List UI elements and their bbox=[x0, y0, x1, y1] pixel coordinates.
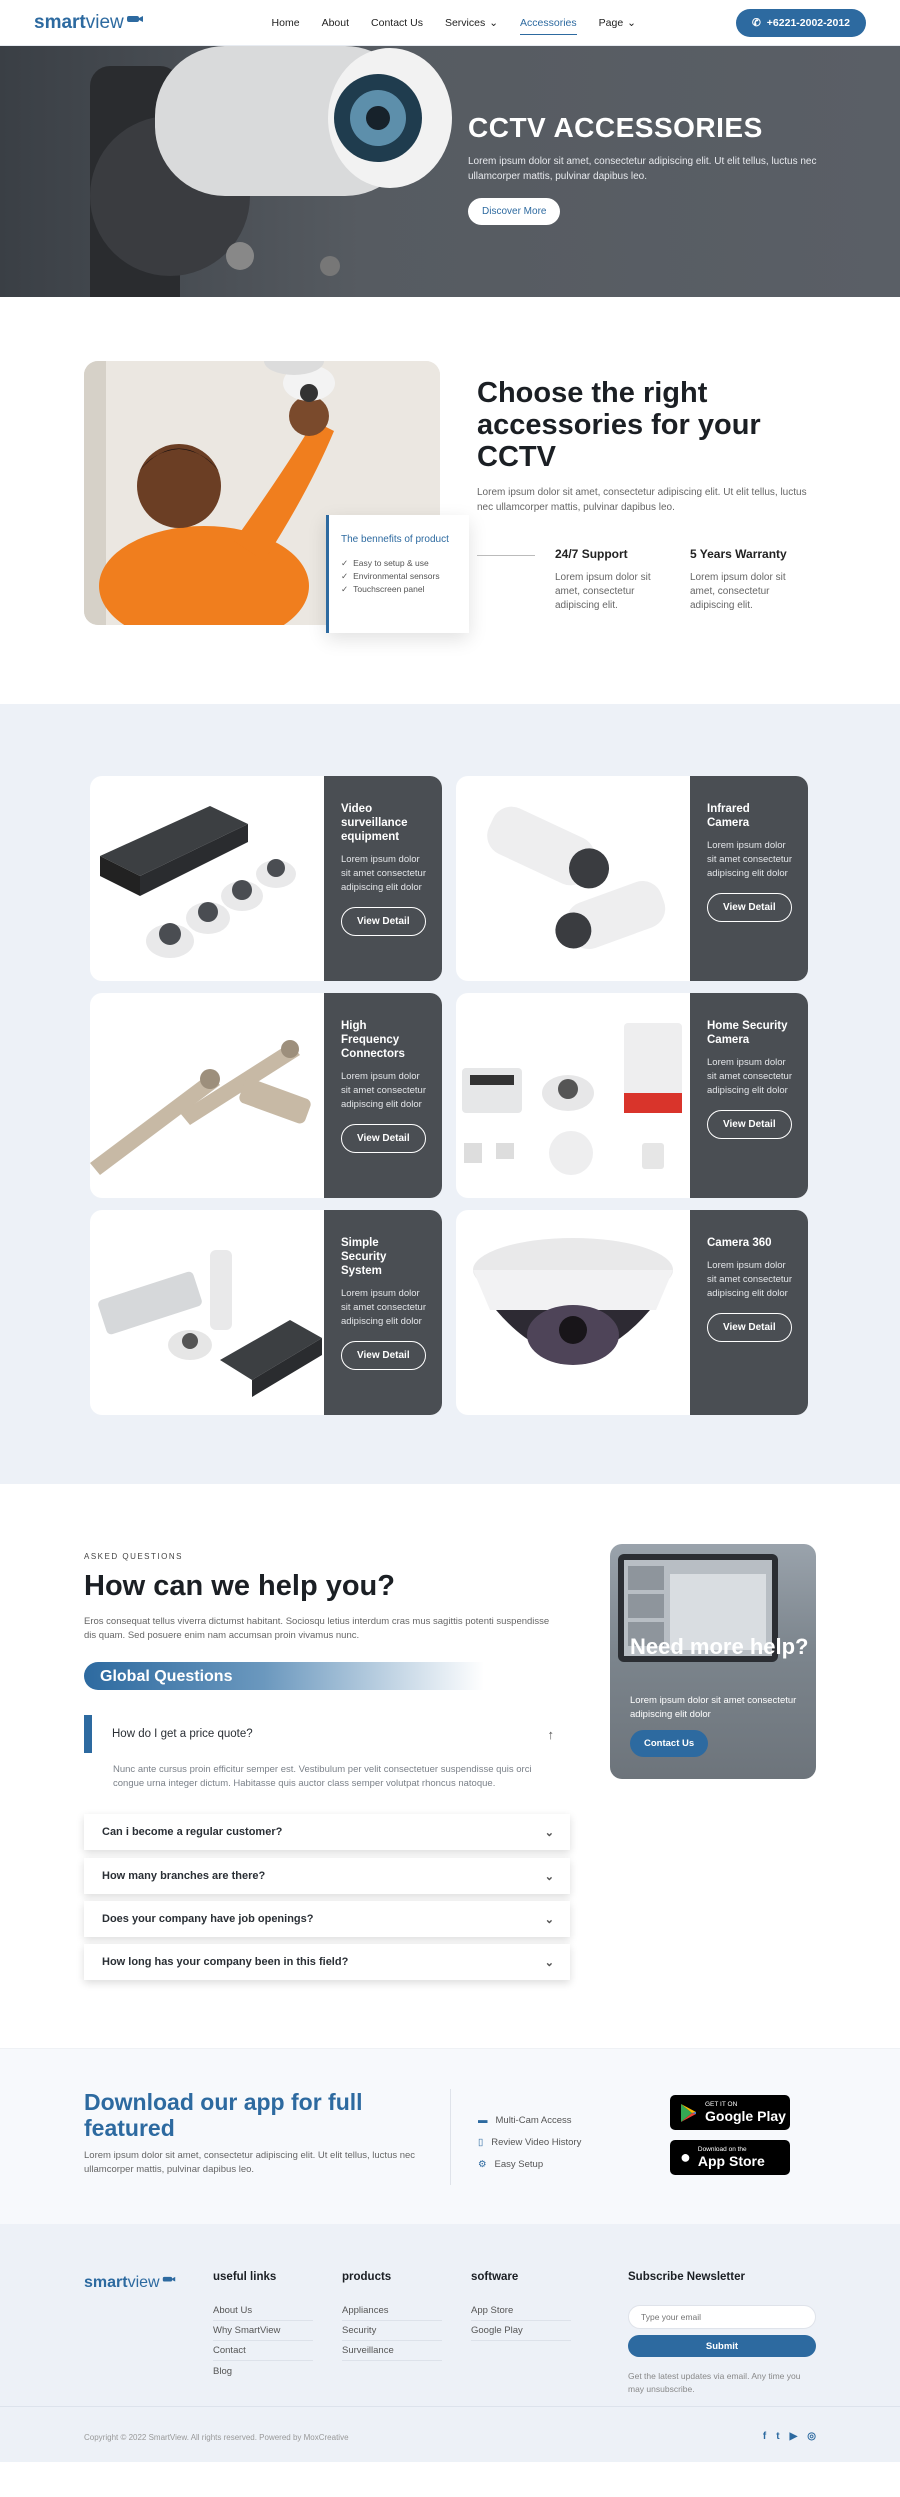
phone-button[interactable] bbox=[736, 9, 866, 37]
benefit-label: Environmental sensors bbox=[353, 571, 440, 581]
infrared-camera-image bbox=[456, 776, 690, 981]
help-card bbox=[610, 1544, 816, 1779]
product-info bbox=[324, 993, 442, 1198]
product-info bbox=[690, 1210, 808, 1415]
app-store-small: Download on the bbox=[697, 2146, 747, 2153]
copyright-text: Copyright © 2022 SmartView. All rights reserved. Powered by MoxCreative bbox=[84, 2433, 349, 2442]
home-security-kit-image bbox=[456, 993, 690, 1198]
help-title: Need more help? bbox=[630, 1634, 809, 1659]
google-play-icon bbox=[680, 2103, 698, 2123]
apple-icon: ● bbox=[680, 2147, 691, 2167]
faq-answer: Nunc ante cursus proin efficitur semper est. Vestibulum per velit consectetuer suspendisse quis orci congue urna integer dictum. Habitasse quis auctor class semper volutpat rhoncus natoque. bbox=[113, 1764, 532, 1789]
newsletter-title: Subscribe Newsletter bbox=[628, 2271, 745, 2283]
nav-page[interactable] bbox=[599, 17, 636, 29]
logo-text-a: smart bbox=[34, 11, 86, 33]
view-detail-button[interactable]: View Detail bbox=[707, 893, 792, 922]
help-text: Lorem ipsum dolor sit amet consectetur adipiscing elit dolor bbox=[630, 1695, 797, 1720]
camera-icon: ▬ bbox=[478, 2114, 488, 2126]
nav-about[interactable]: About bbox=[321, 16, 350, 29]
divider-line bbox=[450, 2089, 451, 2185]
chevron-down-icon: ⌄ bbox=[544, 1956, 554, 1969]
view-detail-button[interactable]: View Detail bbox=[341, 1124, 426, 1153]
footer-link[interactable]: Surveillance bbox=[342, 2341, 442, 2361]
footer-link[interactable]: Appliances bbox=[342, 2301, 442, 2321]
phone-number: +6221-2002-2012 bbox=[766, 16, 850, 29]
product-text: Lorem ipsum dolor sit amet consectetur adipiscing elit dolor bbox=[707, 840, 793, 879]
product-text: Lorem ipsum dolor sit amet consectetur adipiscing elit dolor bbox=[707, 1260, 793, 1299]
footer-logo[interactable] bbox=[84, 2274, 176, 2292]
footer-link[interactable]: Blog bbox=[213, 2365, 233, 2377]
footer-link[interactable]: Contact bbox=[213, 2341, 313, 2361]
product-image bbox=[90, 993, 324, 1198]
product-title: Camera 360 bbox=[707, 1237, 772, 1249]
faq-item[interactable] bbox=[84, 1901, 570, 1937]
product-card-connectors bbox=[90, 993, 442, 1198]
product-title: Video surveillance equipment bbox=[341, 803, 408, 843]
faq-item-open bbox=[84, 1715, 570, 1791]
check-icon: ✓ bbox=[341, 571, 349, 581]
faq-item[interactable] bbox=[84, 1944, 570, 1980]
contact-us-button[interactable]: Contact Us bbox=[630, 1730, 708, 1757]
benefits-title: The bennefits of product bbox=[341, 534, 449, 545]
footer-col-title: software bbox=[471, 2271, 519, 2283]
discover-more-button[interactable]: Discover More bbox=[468, 198, 560, 225]
app-feature-label: Multi-Cam Access bbox=[495, 2114, 572, 2126]
feature-text: Lorem ipsum dolor sit amet, consectetur adipiscing elit. bbox=[555, 572, 651, 611]
product-card-camera-360 bbox=[456, 1210, 808, 1415]
faq-kicker: ASKED QUESTIONS bbox=[84, 1552, 183, 1561]
nav-page-label: Page bbox=[598, 16, 624, 29]
newsletter-note: Get the latest updates via email. Any time you may unsubscribe. bbox=[628, 2371, 801, 2394]
product-info bbox=[324, 1210, 442, 1415]
logo-text-a: smart bbox=[84, 2274, 128, 2291]
app-feature bbox=[478, 2109, 581, 2131]
faq-question: Can i become a regular customer? bbox=[102, 1826, 283, 1838]
product-image bbox=[90, 1210, 324, 1415]
app-features bbox=[478, 2109, 581, 2175]
product-info bbox=[690, 776, 808, 981]
product-title: High Frequency Connectors bbox=[341, 1020, 405, 1060]
phone-icon: ▯ bbox=[478, 2136, 484, 2148]
google-play-button[interactable] bbox=[670, 2095, 790, 2130]
footer-useful-links bbox=[213, 2271, 313, 2381]
choose-section bbox=[0, 297, 900, 704]
camera-logo-icon bbox=[162, 2275, 176, 2285]
product-info bbox=[324, 776, 442, 981]
download-section bbox=[0, 2048, 900, 2224]
view-detail-button[interactable]: View Detail bbox=[341, 1341, 426, 1370]
divider-line bbox=[477, 555, 535, 556]
site-footer bbox=[0, 2224, 900, 2462]
feature-title: 5 Years Warranty bbox=[690, 547, 787, 561]
nav-contact[interactable]: Contact Us bbox=[371, 16, 423, 29]
site-header bbox=[0, 0, 900, 46]
footer-link[interactable]: App Store bbox=[471, 2301, 571, 2321]
view-detail-button[interactable]: View Detail bbox=[341, 907, 426, 936]
faq-question: How many branches are there? bbox=[102, 1870, 266, 1882]
footer-col-title: useful links bbox=[213, 2271, 277, 2283]
footer-link[interactable]: Why SmartView bbox=[213, 2321, 313, 2341]
social-links bbox=[763, 2431, 816, 2442]
google-play-small: GET IT ON bbox=[705, 2101, 738, 2108]
facebook-icon[interactable]: f bbox=[762, 2431, 767, 2442]
instagram-icon[interactable]: ◎ bbox=[807, 2431, 816, 2442]
app-feature-label: Review Video History bbox=[491, 2136, 582, 2148]
app-store-big: App Store bbox=[697, 2153, 765, 2169]
check-icon: ✓ bbox=[341, 584, 349, 594]
faq-section bbox=[0, 1484, 900, 2048]
footer-bottom bbox=[0, 2406, 900, 2462]
feature-warranty bbox=[690, 547, 810, 613]
chevron-down-icon: ⌄ bbox=[544, 1826, 554, 1839]
global-questions-banner: Global Questions bbox=[84, 1662, 484, 1690]
footer-col-title: products bbox=[342, 2271, 392, 2283]
hero-text: Lorem ipsum dolor sit amet, consectetur adipiscing elit. Ut elit tellus, luctus nec ullamcorper mattis, pulvinar dapibus leo. bbox=[468, 156, 817, 182]
choose-title: Choose the right accessories for your CCTV bbox=[477, 377, 761, 473]
download-text: Lorem ipsum dolor sit amet, consectetur adipiscing elit. Ut elit tellus, luctus nec ullamcorper mattis, pulvinar dapibus leo. bbox=[84, 2150, 416, 2175]
logo-text-b: view bbox=[85, 11, 124, 33]
faq-question-toggle[interactable] bbox=[84, 1715, 570, 1753]
product-info bbox=[690, 993, 808, 1198]
newsletter-submit-button[interactable]: Submit bbox=[628, 2335, 816, 2357]
product-card-video-surveillance bbox=[90, 776, 442, 981]
app-feature bbox=[478, 2131, 581, 2153]
footer-software-links bbox=[471, 2271, 571, 2341]
app-store-button[interactable] bbox=[670, 2140, 790, 2175]
twitter-icon[interactable]: t bbox=[776, 2431, 780, 2442]
dome-camera-image bbox=[456, 1210, 690, 1415]
product-title: Infrared Camera bbox=[707, 803, 750, 829]
hero-title: CCTV ACCESSORIES bbox=[468, 112, 763, 143]
footer-link[interactable]: About Us bbox=[213, 2301, 313, 2321]
nav-services-label: Services bbox=[444, 16, 486, 29]
product-text: Lorem ipsum dolor sit amet consectetur adipiscing elit dolor bbox=[341, 854, 427, 893]
product-title: Simple Security System bbox=[341, 1237, 387, 1277]
site-logo[interactable] bbox=[34, 12, 144, 34]
phone-icon: ✆ bbox=[751, 16, 761, 29]
chevron-down-icon: ⌄ bbox=[489, 16, 499, 29]
faq-item[interactable] bbox=[84, 1858, 570, 1894]
faq-question: Does your company have job openings? bbox=[102, 1913, 314, 1925]
benefit-item bbox=[341, 557, 457, 570]
product-image bbox=[456, 776, 690, 981]
faq-item[interactable] bbox=[84, 1814, 570, 1850]
product-card-infrared-camera bbox=[456, 776, 808, 981]
chevron-down-icon: ⌄ bbox=[544, 1913, 554, 1926]
view-detail-button[interactable]: View Detail bbox=[707, 1110, 792, 1139]
faq-question: How long has your company been in this field? bbox=[102, 1956, 349, 1968]
benefit-label: Easy to setup & use bbox=[353, 558, 429, 568]
nav-services[interactable] bbox=[445, 17, 498, 29]
benefit-label: Touchscreen panel bbox=[353, 584, 425, 594]
newsletter bbox=[628, 2271, 816, 2396]
chevron-down-icon: ⌄ bbox=[544, 1870, 554, 1883]
faq-title: How can we help you? bbox=[84, 1570, 395, 1602]
choose-desc: Lorem ipsum dolor sit amet, consectetur adipiscing elit. Ut elit tellus, luctus nec ullamcorper mattis, pulvinar dapibus leo. bbox=[477, 487, 807, 513]
view-detail-button[interactable]: View Detail bbox=[707, 1313, 792, 1342]
gear-icon: ⚙ bbox=[478, 2158, 487, 2170]
security-system-image bbox=[90, 1210, 324, 1415]
google-play-big: Google Play bbox=[705, 2108, 786, 2124]
product-image bbox=[456, 993, 690, 1198]
chevron-down-icon: ⌄ bbox=[627, 16, 636, 29]
arrow-up-icon: ↑ bbox=[547, 1726, 554, 1742]
main-nav bbox=[272, 17, 636, 29]
footer-products-links bbox=[342, 2271, 442, 2361]
youtube-icon[interactable]: ▶ bbox=[789, 2431, 798, 2442]
faq-question: How do I get a price quote? bbox=[112, 1728, 253, 1740]
feature-support bbox=[555, 547, 675, 613]
benefits-list bbox=[341, 557, 457, 596]
camera-logo-icon bbox=[126, 14, 144, 26]
feature-title: 24/7 Support bbox=[555, 547, 628, 561]
benefit-item bbox=[341, 570, 457, 583]
nav-accessories[interactable]: Accessories bbox=[520, 16, 577, 29]
check-icon: ✓ bbox=[341, 558, 349, 568]
footer-link[interactable]: Google Play bbox=[471, 2321, 571, 2341]
hero-content bbox=[468, 112, 828, 225]
benefits-card bbox=[326, 515, 469, 633]
product-title: Home Security Camera bbox=[707, 1020, 788, 1046]
connectors-image bbox=[90, 993, 324, 1198]
product-text: Lorem ipsum dolor sit amet consectetur adipiscing elit dolor bbox=[707, 1057, 793, 1096]
cctv-camera-image bbox=[60, 46, 480, 297]
product-image bbox=[456, 1210, 690, 1415]
product-text: Lorem ipsum dolor sit amet consectetur adipiscing elit dolor bbox=[341, 1288, 427, 1327]
hero-banner bbox=[0, 46, 900, 297]
dvr-with-cameras-image bbox=[90, 776, 324, 981]
app-feature bbox=[478, 2153, 581, 2175]
product-card-simple-security bbox=[90, 1210, 442, 1415]
app-feature-label: Easy Setup bbox=[494, 2158, 544, 2170]
footer-link[interactable]: Security bbox=[342, 2321, 442, 2341]
logo-text-b: view bbox=[127, 2274, 160, 2291]
feature-text: Lorem ipsum dolor sit amet, consectetur adipiscing elit. bbox=[690, 572, 786, 611]
benefit-item bbox=[341, 583, 457, 596]
newsletter-email-input[interactable] bbox=[628, 2305, 816, 2329]
product-card-home-security bbox=[456, 993, 808, 1198]
products-section bbox=[0, 704, 900, 1484]
faq-desc: Eros consequat tellus viverra dictumst habitant. Sociosqu letius interdum cras mus sagittis potenti suspendisse dis quam. Sed posuere enim nam accumsan proin vivamus nunc. bbox=[84, 1616, 550, 1641]
product-text: Lorem ipsum dolor sit amet consectetur adipiscing elit dolor bbox=[341, 1071, 427, 1110]
nav-home[interactable]: Home bbox=[271, 16, 300, 29]
download-title: Download our app for full featured bbox=[84, 2089, 363, 2141]
product-image bbox=[90, 776, 324, 981]
